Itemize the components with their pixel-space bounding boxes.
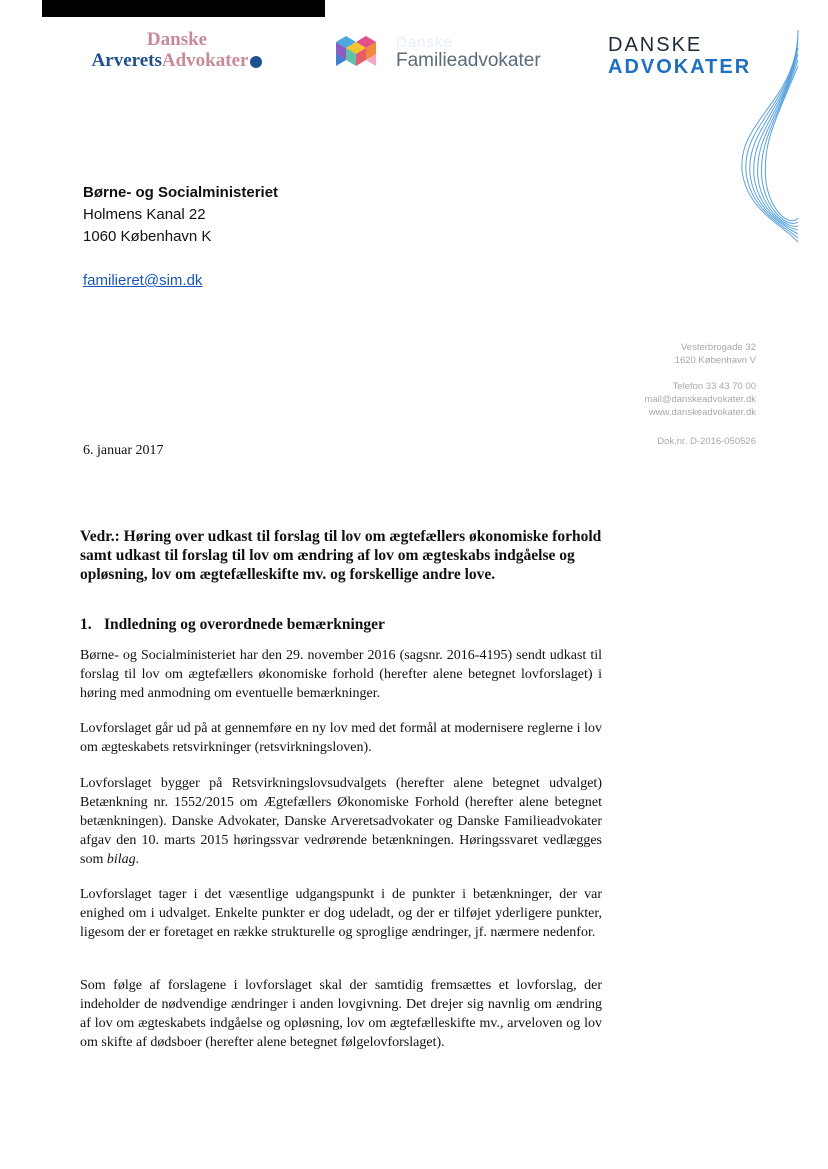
logo-word: Arverets	[91, 50, 162, 71]
section-number: 1.	[80, 616, 92, 633]
recipient-city: 1060 København K	[83, 228, 212, 245]
logo-line: Danske	[146, 29, 208, 50]
paragraph: Lovforslaget går ud på at gennemføre en ny lov med det formål at modernisere reglerne i lov om ægteskabets retsvirkninger (retsvirkningsloven).	[80, 721, 602, 755]
sender-phone: Telefon 33 43 70 00	[672, 381, 756, 392]
subject-line: Vedr.: Høring over udkast til forslag til lov om ægtefællers økonomiske forhold samt udkast til forslag til lov om ændring af lov om ægteskabs indgåelse og opløsning, lov om ægtefælleskifte mv. og forskellige andre love.	[80, 528, 602, 583]
recipient-street: Holmens Kanal 22	[83, 206, 206, 223]
danske-arveretsadvokater-logo	[72, 30, 282, 76]
section-title: Indledning og overordnede bemærkninger	[104, 616, 385, 633]
sender-street: Vesterbrogade 32	[680, 342, 756, 353]
sender-mail: mail@danskeadvokater.dk	[644, 394, 756, 405]
recipient-email-link[interactable]: familieret@sim.dk	[83, 272, 203, 289]
paragraph: Som følge af forslagene i lovforslaget skal der samtidig fremsættes et lovforslag, der indeholder de nødvendige ændringer i anden lovgivning. Det drejer sig navnlig om ændring af lov om ægteskabets indgåelse og opløsning, lov om ægtefælleskifte mv., arveloven og lov om skifte af dødsboer (herefter alene betegnet følgelovforslaget).	[80, 978, 602, 1050]
sender-info	[644, 341, 756, 448]
logo-line	[72, 50, 282, 72]
paragraph-text: Lovforslaget bygger på Retsvirkningslovsudvalgets (herefter alene betegnet udvalget) Betænkning nr. 1552/2015 om Ægtefællers Økonomiske Forhold (herefter alene betegnet betænkningen). Danske Advokater, Danske Arveretsadvokater og Danske Familieadvokater afgav den 10. marts 2015 høringssvar vedrørende betænkningen. Høringssvaret vedlægges som	[80, 776, 602, 867]
logo-word: Advokater	[161, 50, 249, 71]
redaction-bar	[42, 0, 325, 17]
logo-line: ADVOKATER	[608, 56, 752, 78]
section-heading	[80, 616, 385, 634]
letter-date: 6. januar 2017	[83, 443, 164, 458]
logo-line: DANSKE	[608, 34, 703, 56]
paragraph-text: .	[135, 852, 140, 867]
logo-line: Danske	[396, 34, 453, 51]
paragraph-italic: bilag	[106, 852, 136, 867]
paragraph: Lovforslaget tager i det væsentlige udgangspunkt i de punkter i betænkninger, der var enighed om i udvalget. Enkelte punkter er dog udeladt, og der er tilføjet yderligere punkter, ligesom der er foretaget en række strukturelle og sproglige ændringer, jf. nærmere nedenfor.	[80, 887, 602, 940]
recipient-name: Børne- og Socialministeriet	[83, 184, 279, 201]
paragraph	[80, 774, 602, 869]
recipient-address	[83, 182, 278, 248]
document-number: Dok.nr. D-2016-050526	[657, 436, 756, 447]
logo-dot-icon	[250, 56, 262, 68]
logo-line: Familieadvokater	[396, 50, 541, 71]
cube-mosaic-icon	[334, 32, 386, 70]
sender-city: 1620 København V	[674, 355, 756, 366]
paragraph: Børne- og Socialministeriet har den 29. november 2016 (sagsnr. 2016-4195) sendt udkast til forslag til lov om ægtefællers økonomiske forhold (herefter alene betegnet lovforslaget) i høring med anmodning om eventuelle bemærkninger.	[80, 648, 602, 701]
decorative-swoosh-icon	[728, 30, 800, 246]
danske-familieadvokater-logo	[334, 32, 564, 72]
sender-web: www.danskeadvokater.dk	[648, 407, 756, 418]
